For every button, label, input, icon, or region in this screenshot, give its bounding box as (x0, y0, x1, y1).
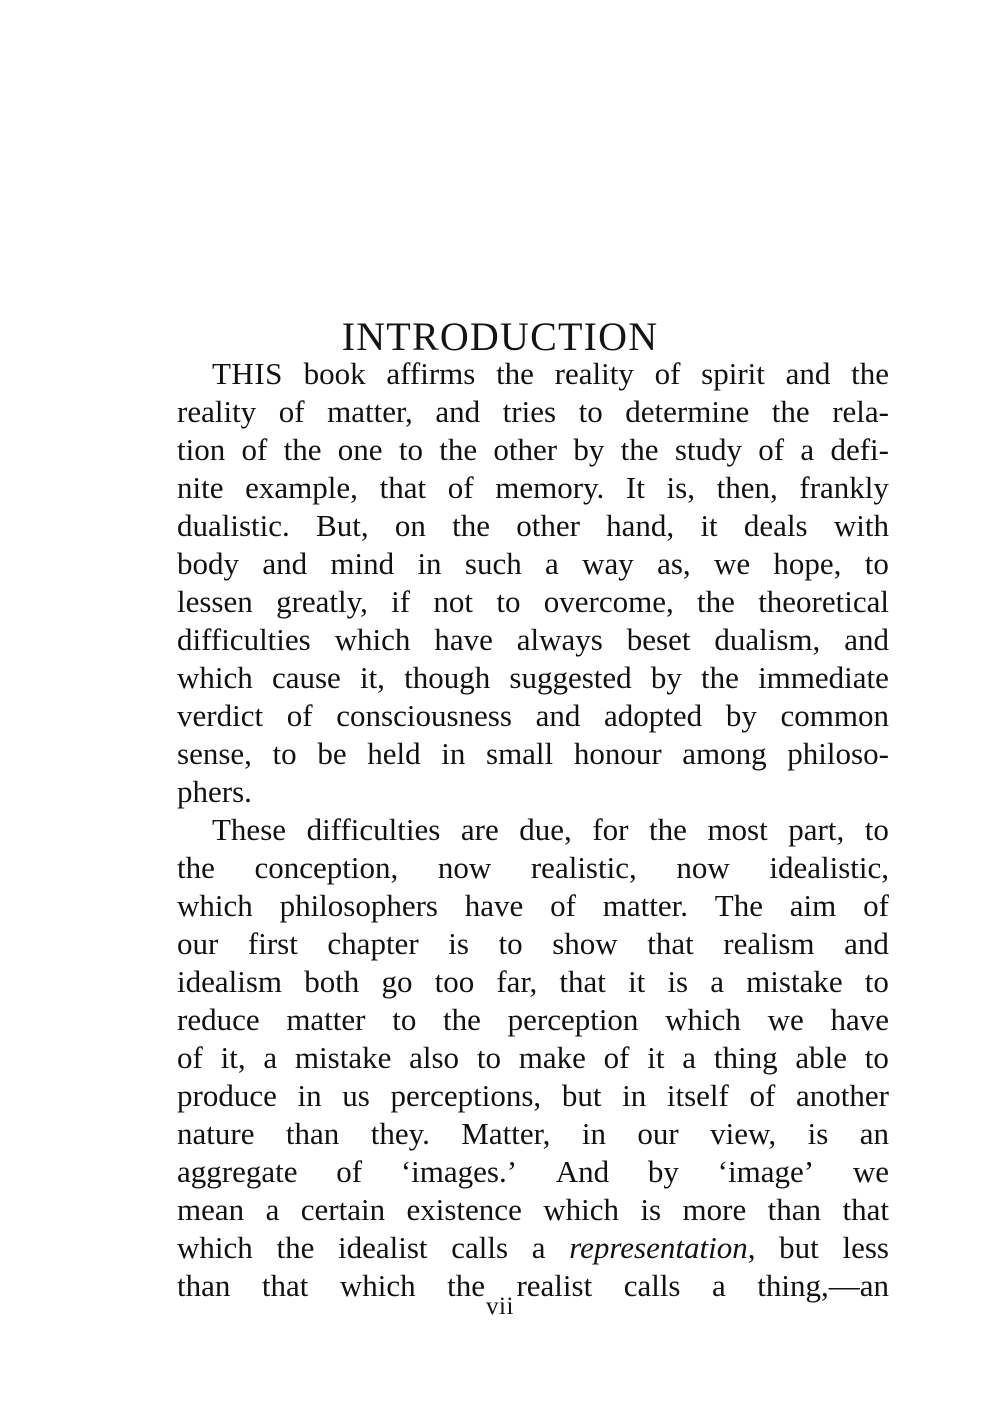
word: by (725, 698, 757, 733)
word: is (640, 1192, 662, 1227)
word: consciousness (336, 698, 512, 733)
word: which (177, 888, 253, 923)
word: to (578, 394, 603, 429)
word: too (434, 964, 475, 999)
word: show (552, 926, 618, 961)
word: And (555, 1154, 610, 1189)
word: is (448, 926, 469, 961)
word: more (682, 1192, 747, 1227)
word: in (622, 1078, 647, 1113)
word: immediate (758, 660, 889, 695)
text-line (177, 393, 889, 431)
word: which (334, 622, 411, 657)
word: also (409, 1040, 460, 1075)
word: that (379, 470, 427, 505)
word: in (441, 736, 466, 771)
word: philoso- (787, 736, 889, 771)
word: philosophers (279, 888, 438, 923)
word: of (241, 432, 268, 467)
word: than (285, 1116, 340, 1151)
word: able (795, 1040, 847, 1075)
word: idealistic, (769, 850, 889, 885)
word: produce (177, 1078, 277, 1113)
word: difficulties (306, 812, 441, 847)
word: to (864, 546, 889, 581)
word: study (674, 432, 742, 467)
word: ‘image’ (717, 1154, 815, 1189)
word: the (177, 850, 215, 885)
word: if (391, 584, 411, 619)
word: first (247, 926, 298, 961)
word: to (496, 584, 521, 619)
word: now (676, 850, 730, 885)
text-line (177, 469, 889, 507)
word: a (545, 546, 559, 581)
word: by (647, 1154, 679, 1189)
word: other (493, 432, 558, 467)
word: such (464, 546, 522, 581)
word: a (800, 432, 815, 467)
word: which (665, 1002, 741, 1037)
word: that (261, 1268, 309, 1303)
word: thing,—an (757, 1268, 889, 1303)
word: of (278, 394, 305, 429)
word: that (559, 964, 606, 999)
word: which (339, 1268, 416, 1303)
word: the (443, 1002, 481, 1037)
word: cause (271, 660, 341, 695)
word: reality (177, 394, 257, 429)
word: both (304, 964, 360, 999)
word: mistake (294, 1040, 392, 1075)
text-line (177, 431, 889, 469)
word: which (177, 1230, 253, 1265)
word: example, (245, 470, 358, 505)
word: of (286, 698, 313, 733)
word: hand, (606, 508, 675, 543)
word: to (864, 1040, 889, 1075)
word: of (550, 888, 576, 923)
word: be (317, 736, 347, 771)
word: view, (710, 1116, 777, 1151)
word: to (864, 812, 889, 847)
word: to (392, 1002, 417, 1037)
word: representation, (569, 1230, 756, 1265)
word: of (863, 888, 889, 923)
word: we (767, 1002, 804, 1037)
word: it (647, 1040, 665, 1075)
word: other (516, 508, 580, 543)
word: affirms (386, 356, 476, 391)
word: another (796, 1078, 889, 1113)
word: have (830, 1002, 889, 1037)
word: spirit (701, 356, 765, 391)
word: have (434, 622, 493, 657)
word: common (780, 698, 889, 733)
word: of (749, 1078, 776, 1113)
word: memory. (495, 470, 605, 505)
word: by (573, 432, 605, 467)
word: that (842, 1192, 889, 1227)
page-title: INTRODUCTION (341, 313, 659, 359)
word: far, (496, 964, 538, 999)
word: and (844, 926, 889, 961)
word: a (682, 1040, 697, 1075)
word: beset (626, 622, 691, 657)
word: on (394, 508, 426, 543)
text-line (177, 697, 889, 735)
word: the (649, 812, 687, 847)
text-line (177, 1001, 889, 1039)
word: of (336, 1154, 363, 1189)
text-line (177, 545, 889, 583)
word: aggregate (177, 1154, 298, 1189)
word: the (697, 584, 735, 619)
word: the (283, 432, 322, 467)
word: frankly (799, 470, 889, 505)
word: rela- (832, 394, 889, 429)
text-line (177, 735, 889, 773)
word: to (476, 1040, 501, 1075)
body-text (177, 355, 889, 1305)
page-number: vii (486, 1293, 514, 1320)
text-line (177, 1229, 889, 1267)
word: for (592, 812, 629, 847)
word: which (543, 1192, 620, 1227)
word: the (439, 432, 478, 467)
word: held (367, 736, 421, 771)
word: is, (666, 470, 695, 505)
word: that (647, 926, 694, 961)
word: idealism (177, 964, 283, 999)
word: a (710, 964, 725, 999)
word: body (177, 546, 239, 581)
text-line (212, 811, 889, 849)
word: reduce (177, 1002, 260, 1037)
word: It (625, 470, 645, 505)
word: a (531, 1230, 546, 1265)
word: part, (788, 812, 845, 847)
word: adopted (604, 698, 703, 733)
word: greatly, (276, 584, 368, 619)
word: with (833, 508, 889, 543)
word: to (272, 736, 297, 771)
word: to (398, 432, 423, 467)
word: than (767, 1192, 822, 1227)
text-line (177, 963, 889, 1001)
word: perceptions, (390, 1078, 542, 1113)
word: mind (330, 546, 395, 581)
text-line (212, 355, 889, 393)
word: it (628, 964, 646, 999)
word: determine (625, 394, 750, 429)
word: an (859, 1116, 889, 1151)
word: our (637, 1116, 679, 1151)
word: dualism, (714, 622, 821, 657)
word: calls (451, 1230, 509, 1265)
word: is (807, 1116, 829, 1151)
text-line: phers. (177, 774, 252, 809)
word: it, (220, 1040, 246, 1075)
word: thing (713, 1040, 778, 1075)
word: calls (623, 1268, 681, 1303)
text-line (177, 1191, 889, 1229)
word: then, (716, 470, 778, 505)
word: and (785, 356, 831, 391)
word: itself (666, 1078, 729, 1113)
word: tries (502, 394, 557, 429)
word: by (650, 660, 682, 695)
word: and (435, 394, 481, 429)
word: defi- (830, 432, 889, 467)
word: The (714, 888, 763, 923)
word: realist (516, 1268, 593, 1303)
word: a (263, 1040, 278, 1075)
word: a (265, 1192, 280, 1227)
word: less (842, 1230, 889, 1265)
word: us (342, 1078, 370, 1113)
word: conception, (254, 850, 399, 885)
word: to (864, 964, 889, 999)
word: theoretical (758, 584, 889, 619)
word: ‘images.’ (400, 1154, 518, 1189)
text-line (177, 1077, 889, 1115)
text-line (177, 925, 889, 963)
word: nature (177, 1116, 255, 1151)
text-line (177, 1115, 889, 1153)
word: is (667, 964, 689, 999)
word: we (713, 546, 751, 581)
word: the (276, 1230, 315, 1265)
word: the (771, 394, 810, 429)
word: the (701, 660, 739, 695)
word: But, (316, 508, 369, 543)
word: These (212, 812, 287, 847)
word: THIS (212, 356, 283, 391)
word: matter. (602, 888, 688, 923)
word: realistic, (530, 850, 637, 885)
word: and (535, 698, 581, 733)
text-line (177, 1039, 889, 1077)
word: of (603, 1040, 630, 1075)
word: realism (723, 926, 815, 961)
word: have (464, 888, 524, 923)
word: way (582, 546, 634, 581)
word: which (177, 660, 253, 695)
word: due, (519, 812, 572, 847)
word: chapter (327, 926, 419, 961)
word: but (779, 1230, 819, 1265)
text-line (177, 1153, 889, 1191)
word: and (844, 622, 889, 657)
word: honour (573, 736, 662, 771)
word: hope, (773, 546, 842, 581)
word: nite (177, 470, 224, 505)
word: the (851, 356, 889, 391)
word: overcome, (543, 584, 674, 619)
word: go (381, 964, 413, 999)
word: and (262, 546, 308, 581)
word: in (581, 1116, 606, 1151)
word: small (486, 736, 554, 771)
word: difficulties (177, 622, 311, 657)
word: suggested (509, 660, 632, 695)
word: deals (743, 508, 808, 543)
text-line (177, 507, 889, 545)
word: sense, (177, 736, 252, 771)
text-line (177, 849, 889, 887)
word: the (447, 1268, 485, 1303)
word: it (700, 508, 718, 543)
word: as, (657, 546, 691, 581)
word: now (437, 850, 492, 885)
word: the (496, 356, 534, 391)
word: of (177, 1040, 203, 1075)
word: of (758, 432, 785, 467)
word: than (177, 1268, 231, 1303)
word: in (297, 1078, 322, 1113)
word: most (707, 812, 768, 847)
word: idealist (338, 1230, 428, 1265)
word: the (620, 432, 659, 467)
word: of (447, 470, 474, 505)
word: of (654, 356, 681, 391)
word: not (433, 584, 474, 619)
word: in (417, 546, 442, 581)
word: make (518, 1040, 586, 1075)
word: Matter, (461, 1116, 551, 1151)
word: mean (177, 1192, 245, 1227)
word: they. (370, 1116, 430, 1151)
text-line (177, 583, 889, 621)
word: perception (507, 1002, 639, 1037)
word: aim (789, 888, 837, 923)
word: mistake (746, 964, 843, 999)
word: we (852, 1154, 889, 1189)
word: to (498, 926, 523, 961)
word: matter (286, 1002, 366, 1037)
word: existence (406, 1192, 522, 1227)
word: though (404, 660, 491, 695)
word: book (303, 356, 366, 391)
text-line (177, 659, 889, 697)
word: always (516, 622, 603, 657)
word: tion (177, 432, 226, 467)
word: it, (359, 660, 385, 695)
word: are (460, 812, 499, 847)
word: but (561, 1078, 602, 1113)
word: reality (554, 356, 634, 391)
word: one (337, 432, 383, 467)
word: dualistic. (177, 508, 290, 543)
word: matter, (327, 394, 413, 429)
word: our (177, 926, 219, 961)
word: certain (300, 1192, 386, 1227)
word: a (711, 1268, 726, 1303)
word: verdict (177, 698, 264, 733)
text-line (177, 887, 889, 925)
word: lessen (177, 584, 253, 619)
word: the (452, 508, 490, 543)
word: among (682, 736, 767, 771)
text-line (177, 621, 889, 659)
